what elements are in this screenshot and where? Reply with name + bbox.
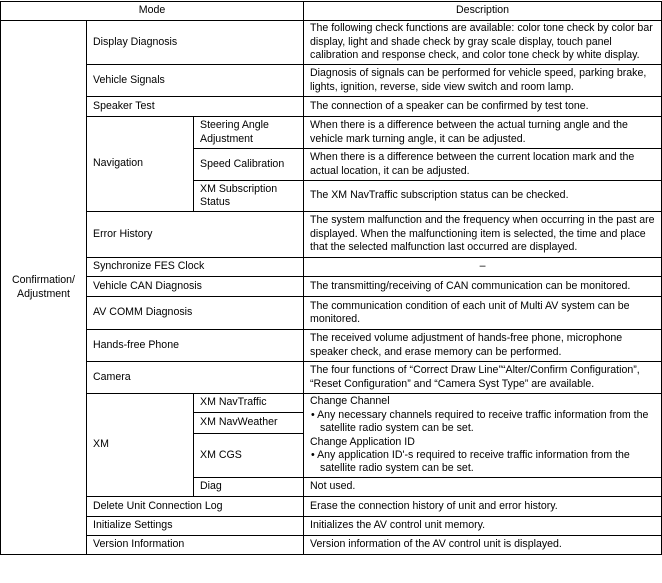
description-cell: When there is a difference between the current location mark and the actual location, it can be adjusted.	[304, 149, 662, 181]
header-row	[1, 2, 662, 21]
mode-xm: XM	[87, 394, 194, 497]
table-row	[1, 212, 662, 258]
mode-description-table	[0, 1, 662, 555]
submode-xm-navweather: XM NavWeather	[194, 413, 304, 434]
table-row	[1, 394, 662, 413]
description-cell: –	[304, 258, 662, 277]
xm-change-application-id: Change Application ID	[310, 435, 415, 448]
description-cell: The XM NavTraffic subscription status can be checked.	[304, 181, 662, 212]
description-cell: The received volume adjustment of hands-free phone, microphone speaker check, and erase memory can be performed.	[304, 330, 662, 362]
description-cell: When there is a difference between the actual turning angle and the vehicle mark turning angle, it can be adjusted.	[304, 117, 662, 149]
mode-version-information: Version Information	[87, 536, 304, 555]
mode-synchronize-fes-clock: Synchronize FES Clock	[87, 258, 304, 277]
table-row	[1, 362, 662, 394]
description-cell: The system malfunction and the frequency when occurring in the past are displayed. When the malfunctioning item is selected, the time and place that the selected malfunction last occurred are displayed.	[304, 212, 662, 258]
category-cell	[1, 21, 87, 555]
table-row	[1, 297, 662, 330]
mode-navigation: Navigation	[87, 117, 194, 212]
mode-speaker-test: Speaker Test	[87, 97, 304, 117]
table-row	[1, 330, 662, 362]
description-cell: The transmitting/receiving of CAN communication can be monitored.	[304, 277, 662, 297]
mode-camera: Camera	[87, 362, 304, 394]
submode-diag: Diag	[194, 478, 304, 497]
table-row	[1, 536, 662, 555]
submode-speed-calibration: Speed Calibration	[194, 149, 304, 181]
table-row	[1, 497, 662, 517]
submode-xm-cgs: XM CGS	[194, 434, 304, 478]
xm-application-bullet: • Any application ID'-s required to receive traffic information from the satellite radio system can be set.	[311, 448, 630, 475]
mode-initialize-settings: Initialize Settings	[87, 517, 304, 536]
description-cell: The following check functions are available: color tone check by color bar display, light and shade check by gray scale display, touch panel calibration and response check, and color tone check by white display.	[304, 21, 662, 65]
xm-channel-bullet: • Any necessary channels required to receive traffic information from the satellite radio system can be set.	[311, 408, 649, 435]
description-cell: The four functions of “Correct Draw Line”“Alter/Confirm Configuration”, “Reset Configuration” and “Camera Syst Type” are available.	[304, 362, 662, 394]
mode-vehicle-signals: Vehicle Signals	[87, 65, 304, 97]
description-cell: The communication condition of each unit of Multi AV system can be monitored.	[304, 297, 662, 330]
table-row	[1, 517, 662, 536]
mode-display-diagnosis: Display Diagnosis	[87, 21, 304, 65]
table-row	[1, 277, 662, 297]
description-cell: Not used.	[304, 478, 662, 497]
table-row	[1, 65, 662, 97]
table-row	[1, 21, 662, 65]
table-row	[1, 97, 662, 117]
mode-error-history: Error History	[87, 212, 304, 258]
category-line: Confirmation/	[12, 274, 75, 287]
description-cell-xm	[304, 394, 662, 478]
mode-av-comm-diagnosis: AV COMM Diagnosis	[87, 297, 304, 330]
description-cell: The connection of a speaker can be confirmed by test tone.	[304, 97, 662, 117]
table-row	[1, 117, 662, 149]
submode-xm-navtraffic: XM NavTraffic	[194, 394, 304, 413]
description-cell: Diagnosis of signals can be performed for vehicle speed, parking brake, lights, ignition, reverse, side view switch and room lamp.	[304, 65, 662, 97]
mode-header: Mode	[1, 2, 304, 21]
mode-hands-free-phone: Hands-free Phone	[87, 330, 304, 362]
category-line: Adjustment	[17, 287, 70, 300]
mode-delete-unit-connection-log: Delete Unit Connection Log	[87, 497, 304, 517]
description-cell: Initializes the AV control unit memory.	[304, 517, 662, 536]
spec-table-wrapper	[0, 1, 662, 555]
xm-change-channel: Change Channel	[310, 395, 390, 408]
mode-vehicle-can-diagnosis: Vehicle CAN Diagnosis	[87, 277, 304, 297]
description-cell: Erase the connection history of unit and error history.	[304, 497, 662, 517]
description-cell: Version information of the AV control unit is displayed.	[304, 536, 662, 555]
submode-xm-subscription: XM Subscription Status	[194, 181, 304, 212]
submode-steering-angle: Steering Angle Adjustment	[194, 117, 304, 149]
description-header: Description	[304, 2, 662, 21]
table-row	[1, 258, 662, 277]
